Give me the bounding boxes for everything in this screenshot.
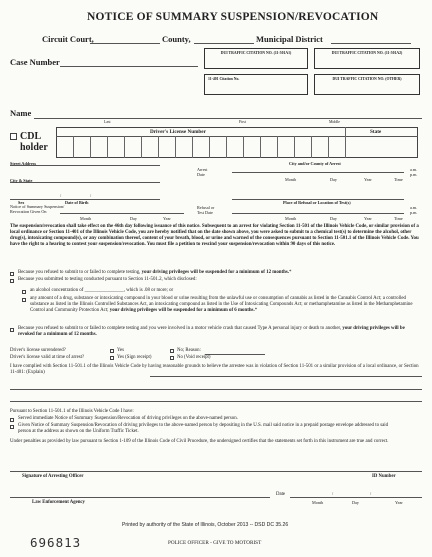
submitted-checkbox[interactable]: [10, 279, 14, 283]
agency-label: Law Enforcement Agency: [32, 500, 85, 505]
grid-divider: [73, 136, 74, 158]
circuit-court-label: Circuit Court,: [42, 34, 94, 44]
arrest-am: a.m.: [410, 167, 418, 172]
officer-signature-field[interactable]: [10, 471, 422, 472]
grid-divider: [311, 136, 312, 158]
sign-date-slash-1: /: [332, 491, 334, 496]
refusal-am: a.m.: [410, 205, 418, 210]
place-refusal-field[interactable]: [232, 199, 404, 200]
grid-divider: [226, 136, 227, 158]
served-text: Served immediate Notice of Summary Suspension/Revocation of driving privileges on the above-named person.: [18, 416, 238, 421]
case-number-label: Case Number: [10, 57, 60, 67]
certification-text: Under penalties as provided by law pursuant to Section 1-109 of the Illinois Code of Civil Procedure, the undersigned certifies that the statements set forth in this instrument are true and correct.: [10, 439, 389, 444]
notice-year-label: Year: [163, 216, 171, 221]
drivers-license-grid[interactable]: [56, 127, 418, 158]
date-of-birth-label: Date of Birth: [65, 200, 89, 205]
form-title: NOTICE OF SUMMARY SUSPENSION/REVOCATION: [87, 11, 379, 23]
city-county-arrest-field[interactable]: [232, 172, 404, 173]
city-county-arrest-label: City and/or County of Arrest: [289, 161, 341, 166]
substance-suffix: *: [254, 308, 258, 314]
date-label: Date: [276, 492, 286, 497]
city-state-label: City & State: [10, 178, 33, 183]
arrest-month-label: Month: [285, 177, 297, 182]
arrest-year-label: Year: [364, 177, 372, 182]
intro-paragraph: The suspension/revocation shall take effect on the 46th day following issuance of this notice. Subsequent to an arrest for violating Section 11-501 of the Illinois Vehicle Code, or similar provision of a local ordinance or Section 11-401 of the Illinois Vehicle Code, you are hereby notified that on the date shown above, you were asked to submit to a chemical test(s) to determine the alcohol, other drug(s), intoxicating compound(s), or any combination thereof, content of your breath, blood, or urine and warned of the consequences pursuant to Section 11-501.1 of the Illinois Vehicle Code. You have the right to a hearing to contest your suspension/revocation. You must file a petition to rescind your suspension/revocation within 90 days of this notice.: [10, 224, 419, 248]
explain-line-3[interactable]: [10, 401, 422, 402]
last-name-label: Last: [104, 120, 111, 124]
grid-divider: [175, 136, 176, 158]
grid-divider: [124, 136, 125, 158]
officer-signature-label: Signature of Arresting Officer: [22, 474, 84, 479]
substance-checkbox[interactable]: [22, 298, 26, 302]
pursuant-heading: Pursuant to Section 11-501.1 of the Illinois Vehicle Code I have:: [10, 409, 134, 414]
surrendered-yes-label: Yes: [117, 348, 124, 353]
arrest-time-label: Time: [394, 177, 403, 182]
crash-text: [18, 326, 422, 338]
circuit-court-field[interactable]: [90, 43, 160, 44]
sign-month-label: Month: [312, 500, 324, 505]
notice-day-label: Day: [130, 216, 137, 221]
notice-given-text: Notice of Summary Suspension/ Revocation Given On: [10, 204, 65, 214]
dui-citation-a1-box[interactable]: [204, 48, 308, 69]
refusal-day-label: Day: [330, 216, 337, 221]
dob-slashes-2: /: [90, 193, 92, 198]
municipal-district-label: Municipal District: [256, 34, 323, 44]
grid-divider: [277, 136, 278, 158]
dui-citation-other-label: DUI TRAFFIC CITATION NO. (OTHER): [332, 76, 402, 81]
copy-designation: POLICE OFFICER - GIVE TO MOTORIST: [168, 540, 262, 546]
alcohol-checkbox[interactable]: [22, 290, 26, 294]
refused-text: [18, 270, 422, 276]
alcohol-text: an alcohol concentration of ________________, which is .08 or more; or: [30, 288, 174, 293]
refusal-year-label: Year: [364, 216, 372, 221]
sign-date-slash-2: /: [370, 491, 372, 496]
city-state-field[interactable]: [10, 182, 160, 183]
grid-divider: [107, 136, 108, 158]
sex-label: Sex: [18, 200, 25, 205]
dob-slashes: /: [60, 193, 62, 198]
served-checkbox[interactable]: [10, 418, 14, 422]
grid-divider: [294, 136, 295, 158]
arrest-pm: p.m.: [410, 172, 418, 177]
crash-bold: your driving privileges will be revoked for a minimum of 12 months.: [18, 326, 405, 338]
notice-given-label: [10, 205, 64, 215]
citation-11-401-label: 11-401 Citation No.: [208, 76, 240, 81]
arrest-date-text: Arrest Date: [197, 167, 208, 177]
surrender-reason-field[interactable]: [205, 354, 265, 355]
grid-divider: [192, 136, 193, 158]
refusal-month-label: Month: [285, 216, 297, 221]
grid-divider: [141, 136, 142, 158]
form-serial-number: 696813: [30, 535, 82, 550]
dui-citation-a2-box[interactable]: [314, 48, 420, 69]
grid-divider: [328, 136, 329, 158]
valid-yes-checkbox[interactable]: [110, 356, 114, 360]
cdl-holder-checkbox[interactable]: [10, 133, 17, 140]
grid-divider: [209, 136, 210, 158]
explain-line-2[interactable]: [10, 389, 422, 390]
surrendered-no-label: No; Reason:: [177, 348, 201, 353]
notice-given-field[interactable]: [60, 213, 184, 214]
agency-field[interactable]: [10, 497, 270, 498]
drivers-license-number-label: Driver's License Number: [150, 129, 206, 135]
given-checkbox[interactable]: [10, 425, 14, 429]
arrest-day-label: Day: [330, 177, 337, 182]
middle-name-label: Middle: [329, 120, 340, 124]
refusal-test-date-text: Refusal or Test Date: [197, 205, 215, 215]
submitted-text: Because you submitted to testing conducted pursuant to Section 11-501.2, which disclosed:: [18, 277, 197, 282]
case-number-field[interactable]: [60, 66, 198, 67]
grid-divider: [90, 136, 91, 158]
surrendered-yes-checkbox[interactable]: [110, 349, 114, 353]
refused-bold: your driving privileges will be suspended for a minimum of 12 months.: [141, 270, 289, 275]
grid-divider: [260, 136, 261, 158]
grid-divider: [158, 136, 159, 158]
refusal-test-date-label: [197, 206, 214, 216]
sign-day-label: Day: [352, 500, 359, 505]
refused-prefix: Because you refused to submit to or failed to complete testing,: [18, 270, 142, 275]
sign-date-field[interactable]: [290, 497, 422, 498]
refusal-pm: p.m.: [410, 210, 418, 215]
refused-checkbox[interactable]: [10, 272, 14, 276]
street-address-label: Street Address: [10, 161, 37, 166]
crash-prefix: Because you refused to submit to or failed to complete testing and you were involved in a motor vehicle crash that caused Type A personal injury or death to another,: [18, 326, 343, 331]
refused-suffix: *: [288, 270, 292, 275]
substance-bold: your driving privileges will be suspended for a minimum of 6 months.: [109, 308, 255, 314]
explain-line-1[interactable]: [150, 376, 422, 377]
first-name-label: First: [239, 120, 246, 124]
valid-question: Driver's license valid at time of arrest?: [10, 355, 85, 360]
place-refusal-label: Place of Refusal or Location of Test(s): [283, 200, 351, 205]
name-field[interactable]: [34, 118, 422, 119]
notice-month-label: Month: [80, 216, 92, 221]
cdl-label: CDL: [20, 131, 42, 142]
state-label: State: [370, 129, 382, 135]
license-header-divider: [56, 136, 418, 137]
printed-authority: Printed by authority of the State of Illinois, October 2013 -- DSD DC 35.26: [122, 522, 289, 528]
substance-prefix: any amount of a drug, substance or intoxicating compound in your blood or urine resulting from the unlawful use or consumption of cannabis as listed in the Cannabis Control Act; a controlled substance as listed in the Illinois Controlled Substances Act, an intoxicating compound as listed in the Use of Intoxicating Compounds Act; or methamphetamine as listed in the Methamphetamine Control and Community Protection Act;: [30, 296, 413, 314]
refusal-time-label: Time: [394, 216, 403, 221]
id-number-label: ID Number: [372, 474, 396, 479]
valid-no-checkbox[interactable]: [170, 356, 174, 360]
grid-divider: [345, 127, 346, 158]
municipal-district-field[interactable]: [331, 43, 411, 44]
sign-year-label: Year: [395, 500, 403, 505]
substance-text: [30, 296, 422, 314]
dui-citation-a2-label: DUI TRAFFIC CITATION NO. (11-501A2): [331, 50, 403, 55]
dui-citation-other-box[interactable]: [314, 74, 420, 95]
crash-checkbox[interactable]: [10, 328, 14, 332]
complied-statement: I have complied with Section 11-501.1 of the Illinois Vehicle Code by having reasonable grounds to believe the arrestee was in violation of Section 11-501 or a similar provision of a local ordinance, or Section 11-401: (Explain): [10, 364, 419, 376]
holder-label: holder: [20, 142, 48, 153]
citation-11-401-box[interactable]: [204, 74, 308, 95]
surrendered-no-checkbox[interactable]: [170, 349, 174, 353]
valid-yes-label: Yes (Sign receipt): [117, 355, 152, 360]
given-text: Given Notice of Summary Suspension/Revocation of driving privileges to the above-named person by depositing in the U.S. mail said notice in a prepaid postage envelope addressed to said person at the address as shown on the Uniform Traffic Ticket.: [18, 423, 389, 435]
name-label: Name: [10, 108, 32, 118]
arrest-date-label: [197, 168, 207, 178]
grid-divider: [243, 136, 244, 158]
surrendered-question: Driver's license surrendered?: [10, 348, 66, 353]
dui-citation-a1-label: DUI TRAFFIC CITATION NO. (11-501A1): [220, 50, 292, 55]
refusal-test-date-field[interactable]: [232, 213, 404, 214]
county-label: County,: [162, 34, 191, 44]
county-field[interactable]: [194, 43, 254, 44]
valid-no-label: No (Void receipt): [177, 355, 211, 360]
